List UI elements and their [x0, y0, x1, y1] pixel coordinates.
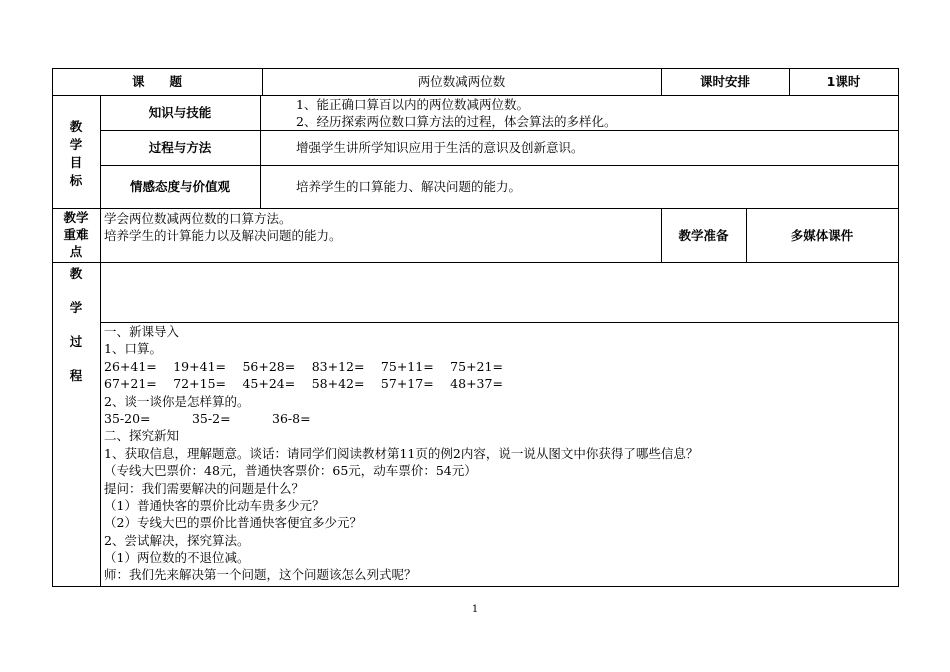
- objectives-label-char: 标: [69, 173, 83, 188]
- objectives-label-char: 学: [69, 137, 83, 152]
- objective-line: 2、经历探索两位数口算方法的过程，体会算法的多样化。: [296, 114, 617, 129]
- prep-label: 教学准备: [678, 227, 729, 243]
- process-content: [104, 323, 896, 585]
- schedule-value: 1课时: [826, 74, 861, 89]
- process-label-char: 过: [69, 334, 83, 349]
- topic-value: 两位数减两位数: [417, 74, 506, 89]
- topic-label: 课 题: [131, 74, 182, 89]
- knowledge-skills-label: 知识与技能: [148, 105, 212, 120]
- process-line: 1、获取信息，理解题意。谈话：请同学们阅读教材第11页的例2内容，说一说从图文中你获得了哪些信息？: [104, 445, 699, 461]
- process-line: （1）普通快客的票价比动车贵多少元？: [104, 497, 325, 513]
- process-line: 师：我们先来解决第一个问题，这个问题该怎么列式呢？: [104, 567, 417, 583]
- process-line: （1）两位数的不退位减。: [104, 550, 250, 566]
- key-points-label-line: 点: [69, 244, 83, 259]
- process-label-char: 学: [69, 300, 83, 315]
- table-border-bottom: [52, 586, 899, 587]
- page-number: 1: [471, 604, 479, 615]
- process-line: 26+41= 19+41= 56+28= 83+12= 75+11= 75+21=: [104, 358, 503, 374]
- table-rule: [52, 262, 899, 263]
- key-point-line: 学会两位数减两位数的口算方法。: [104, 211, 292, 226]
- key-points-label: [52, 209, 100, 262]
- table-rule: [260, 95, 261, 208]
- process-line: （专线大巴票价：48元，普通快客票价：65元，动车票价：54元）: [104, 463, 477, 479]
- process-line: 2、谈一谈你是怎样算的。: [104, 393, 250, 409]
- process-label-char: 教: [69, 266, 83, 281]
- process-line: 提问：我们需要解决的问题是什么？: [104, 480, 305, 496]
- process-line: 35-20= 35-2= 36-8=: [104, 410, 311, 426]
- key-points-text: [104, 210, 659, 260]
- process-line: 67+21= 72+15= 45+24= 58+42= 57+17= 48+37=: [104, 376, 503, 392]
- key-points-label-line: 教学: [63, 210, 89, 225]
- process-line: 2、尝试解决，探究算法。: [104, 532, 250, 548]
- key-point-line: 培养学生的计算能力以及解决问题的能力。: [104, 228, 342, 243]
- attitude-values-text: 培养学生的口算能力、解决问题的能力。: [296, 179, 522, 194]
- prep-value: 多媒体课件: [790, 227, 854, 243]
- objectives-label-char: 目: [69, 155, 83, 170]
- objectives-label-char: 教: [69, 119, 83, 134]
- process-label-char: 程: [69, 368, 83, 383]
- attitude-values-label: 情感态度与价值观: [129, 179, 230, 194]
- process-line: 1、口算。: [104, 341, 162, 357]
- table-border-right: [898, 68, 899, 587]
- knowledge-skills-text: [296, 96, 896, 130]
- process-line: （2）专线大巴的票价比普通快客便宜多少元？: [104, 515, 362, 531]
- process-methods-text: 增强学生讲所学知识应用于生活的意识及创新意识。: [296, 140, 584, 155]
- process-methods-label: 过程与方法: [148, 140, 212, 155]
- process-line: 二、探究新知: [104, 428, 180, 444]
- objectives-label: [52, 118, 100, 188]
- schedule-label: 课时安排: [699, 74, 750, 89]
- process-label: [52, 263, 100, 393]
- objective-line: 1、能正确口算百以内的两位数减两位数。: [296, 97, 529, 112]
- process-line: 一、新课导入: [104, 324, 180, 339]
- key-points-label-line: 重难: [63, 227, 89, 242]
